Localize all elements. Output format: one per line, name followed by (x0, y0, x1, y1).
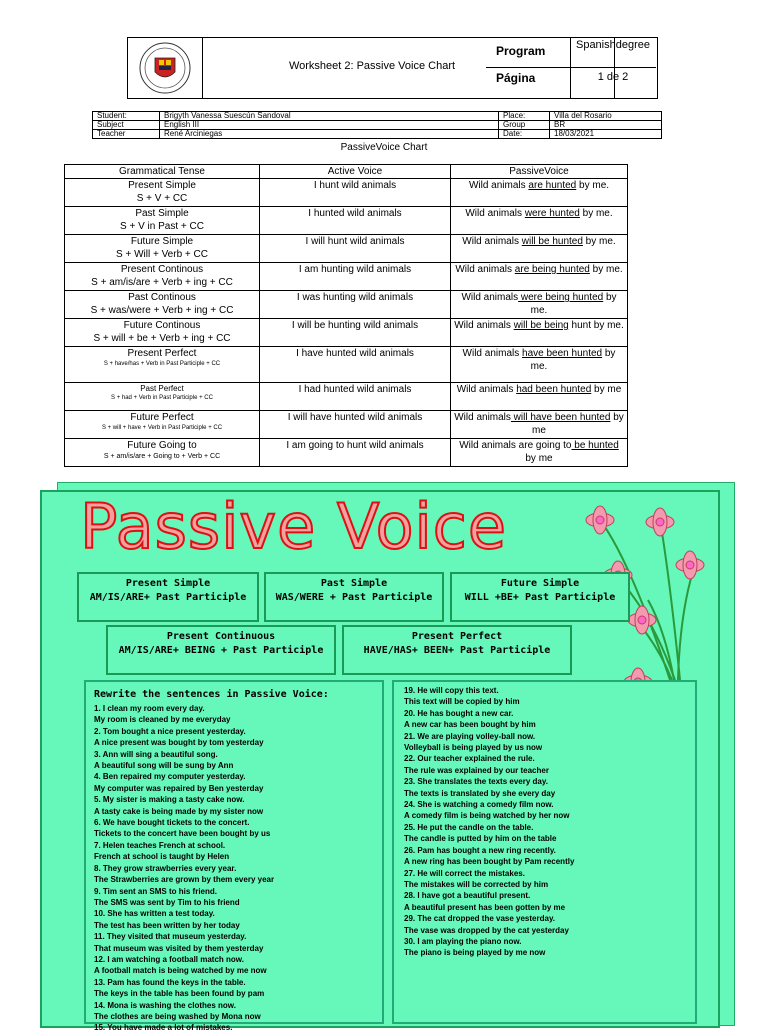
page-value: 1 de 2 (597, 71, 629, 83)
exercise-sentence: 21. We are playing volley-ball now. (404, 731, 536, 741)
subject-value: English III (160, 121, 499, 130)
exercise-sentence: 23. She translates the texts every day. (404, 777, 548, 787)
tense-row (65, 179, 628, 207)
exercise-sentence: 25. He put the candle on the table. (404, 822, 534, 832)
passive-cell: Wild animals have been hunted by me. (451, 347, 628, 383)
active-cell: I hunt wild animals (260, 179, 451, 207)
tense-row (65, 291, 628, 319)
exercise-sentence: 20. He has bought a new car. (404, 708, 514, 718)
place-value: Villa del Rosario (550, 112, 662, 121)
tense-row (65, 263, 628, 291)
exercise-sentence: 30. I am playing the piano now. (404, 936, 522, 946)
exercise-sentence: 12. I am watching a football match now. (94, 954, 244, 964)
teacher-value: René Arciniegas (160, 130, 499, 139)
tense-name: Future Perfect (130, 412, 194, 423)
passive-verb: are hunted (528, 180, 577, 191)
passive-verb: be hunted (571, 440, 619, 451)
exercise-answer: The test has been written by her today (94, 920, 240, 930)
passive-verb: were hunted (524, 208, 580, 219)
passive-verb: have been hunted (522, 348, 603, 359)
passive-verb: will be hunted (521, 236, 583, 247)
tense-formula: S + have/has + Verb in Past Participle + CC (103, 361, 221, 367)
active-cell: I will have hunted wild animals (260, 411, 451, 439)
exercise-answer: The candle is putted by him on the table (404, 834, 557, 844)
active-cell: I am going to hunt wild animals (260, 439, 451, 467)
exercise-sentence: 6. We have bought tickets to the concert. (94, 818, 250, 828)
rule-present-perfect: Present Perfect HAVE/HAS+ BEEN+ Past Participle (342, 625, 572, 675)
exercise-sentence: 9. Tim sent an SMS to his friend. (94, 886, 217, 896)
active-cell: I hunted wild animals (260, 207, 451, 235)
tense-formula: S + was/were + Verb + ing + CC (90, 305, 234, 316)
subject-label: Subject (93, 121, 160, 130)
tense-cell (65, 179, 260, 207)
exercise-answer: A beautiful present has been gotten by me (404, 902, 566, 912)
exercise-sentence: 26. Pam has bought a new ring recently. (404, 845, 556, 855)
exercise-sentence: 19. He will copy this text. (404, 686, 499, 695)
tense-cell (65, 439, 260, 467)
tense-formula: S + V + CC (136, 193, 188, 204)
tense-name: Present Continous (120, 264, 204, 275)
passive-cell: Wild animals are hunted by me. (451, 179, 628, 207)
exercise-sentence: 8. They grow strawberries every year. (94, 863, 237, 873)
university-seal (128, 38, 203, 98)
program-value: Spanishdegree (575, 39, 650, 51)
tense-name: Future Continous (123, 320, 201, 331)
tense-name: Future Going to (127, 440, 197, 451)
seal-logo-icon (128, 38, 202, 98)
exercise-answer: That museum was visited by them yesterday (94, 943, 264, 953)
exercise-answer: The Strawberries are grown by them every year (94, 875, 275, 885)
header-active: Active Voice (260, 165, 451, 179)
exercise-answer: My computer was repaired by Ben yesterday (94, 783, 264, 793)
tense-row (65, 383, 628, 411)
exercise-answer: Tickets to the concert have been bought by us (94, 829, 271, 839)
tense-row (65, 207, 628, 235)
passive-verb: will have been hunted (510, 412, 611, 423)
header-passive: PassiveVoice (451, 165, 628, 179)
group-value: BR (550, 121, 662, 130)
passive-cell: Wild animals are being hunted by me. (451, 263, 628, 291)
passive-cell: Wild animals were hunted by me. (451, 207, 628, 235)
rule-past-simple: Past Simple WAS/WERE + Past Participle (264, 572, 444, 622)
exercise-answer: This text will be copied by him (404, 697, 520, 707)
exercise-answer: A new car has been bought by him (404, 720, 536, 730)
active-cell: I will be hunting wild animals (260, 319, 451, 347)
exercise-answer: The clothes are being washed by Mona now (94, 1011, 261, 1021)
exercise-answer: A football match is being watched by me now (94, 966, 267, 976)
active-cell: I have hunted wild animals (260, 347, 451, 383)
exercise-sentence: 3. Ann will sing a beautiful song. (94, 749, 218, 759)
tense-formula: S + am/is/are + Going to + Verb + CC (103, 453, 221, 460)
tense-cell (65, 411, 260, 439)
tense-formula: S + had + Verb in Past Participle + CC (111, 395, 213, 401)
tense-name: Present Simple (128, 180, 196, 191)
exercise-answer: French at school is taught by Helen (94, 852, 230, 862)
exercise-answer: Volleyball is being played by us now (404, 743, 543, 753)
tense-name: Past Continous (128, 292, 196, 303)
exercise-sentence: 27. He will correct the mistakes. (404, 868, 525, 878)
tense-formula: S + V in Past + CC (120, 221, 204, 232)
exercise-sentence: 7. Helen teaches French at school. (94, 840, 226, 850)
tense-cell (65, 347, 260, 383)
exercise-sentence: 5. My sister is making a tasty cake now. (94, 795, 245, 805)
exercise-answer: The keys in the table has been found by pam (94, 989, 265, 999)
student-value: Brigyth Vanessa Suescún Sandoval (160, 112, 499, 121)
exercise-answer: The SMS was sent by Tim to his friend (94, 897, 240, 907)
passive-cell: Wild animals will be hunted by me. (451, 235, 628, 263)
teacher-label: Teacher (93, 130, 160, 139)
tense-cell (65, 383, 260, 411)
exercise-answer: A new ring has been bought by Pam recently (404, 857, 575, 867)
passive-cell: Wild animals were being hunted by me. (451, 291, 628, 319)
tense-name: Past Perfect (140, 384, 184, 393)
tense-name: Present Perfect (127, 348, 197, 359)
exercise-sentence: 24. She is watching a comedy film now. (404, 800, 554, 810)
header-tense: Grammatical Tense (65, 165, 260, 179)
passive-verb: are being hunted (514, 264, 590, 275)
tense-row (65, 439, 628, 467)
exercise-sentence: 11. They visited that museum yesterday. (94, 932, 247, 942)
exercise-sentence: 29. The cat dropped the vase yesterday. (404, 914, 556, 924)
page-label: Página (496, 71, 536, 85)
tense-row (65, 347, 628, 383)
tense-row (65, 235, 628, 263)
exercise-answer: A comedy film is being watched by her now (404, 811, 570, 821)
student-label: Student: (93, 112, 160, 121)
tense-formula: S + am/is/are + Verb + ing + CC (91, 277, 233, 288)
passive-cell: Wild animals are going to be hunted by me (451, 439, 628, 467)
active-cell: I will hunt wild animals (260, 235, 451, 263)
exercise-sentence: 4. Ben repaired my computer yesterday. (94, 772, 246, 782)
exercise-heading: Rewrite the sentences in Passive Voice: (94, 689, 329, 700)
tense-formula: S + will + be + Verb + ing + CC (93, 333, 231, 344)
poster-title: Passive Voice (80, 490, 507, 563)
program-label: Program (496, 44, 546, 58)
exercise-sentence: 15. You have made a lot of mistakes. (94, 1023, 233, 1033)
exercise-answer: The mistakes will be corrected by him (404, 879, 549, 889)
rule-present-simple: Present Simple AM/IS/ARE+ Past Participle (77, 572, 259, 622)
tense-name: Future Simple (130, 236, 194, 247)
exercise-sentence: 28. I have got a beautiful present. (404, 891, 531, 901)
exercise-answer: My room is cleaned by me everyday (94, 715, 231, 725)
tense-cell (65, 291, 260, 319)
passive-cell: Wild animals will be being hunt by me. (451, 319, 628, 347)
tense-cell (65, 235, 260, 263)
group-label: Group (499, 121, 550, 130)
worksheet-title: Worksheet 2: Passive Voice Chart (288, 60, 456, 72)
passive-cell: Wild animals had been hunted by me (451, 383, 628, 411)
tense-cell (65, 319, 260, 347)
passive-verb: were being hunted (518, 292, 604, 303)
rule-future-simple: Future Simple WILL +BE+ Past Participle (450, 572, 630, 622)
exercise-right-panel (392, 680, 697, 1024)
student-info-table (92, 111, 662, 139)
exercise-sentence: 1. I clean my room every day. (94, 704, 205, 713)
exercise-sentence: 13. Pam has found the keys in the table. (94, 977, 246, 987)
date-label: Date: (499, 130, 550, 139)
exercise-answer: A beautiful song will be sung by Ann (94, 761, 234, 771)
active-cell: I was hunting wild animals (260, 291, 451, 319)
passive-verb: will be being (513, 320, 569, 331)
chart-title: PassiveVoice Chart (340, 142, 428, 153)
exercise-answer: The rule was explained by our teacher (404, 765, 549, 775)
exercise-answer: A nice present was bought by tom yesterday (94, 738, 264, 748)
passive-cell: Wild animals will have been hunted by me (451, 411, 628, 439)
date-value: 18/03/2021 (550, 130, 662, 139)
exercise-sentence: 14. Mona is washing the clothes now. (94, 1000, 236, 1010)
tense-cell (65, 207, 260, 235)
tense-cell (65, 263, 260, 291)
tense-formula: S + Will + Verb + CC (116, 249, 208, 260)
tense-name: Past Simple (135, 208, 189, 219)
exercise-sentence: 10. She has written a test today. (94, 909, 215, 919)
exercise-sentence: 2. Tom bought a nice present yesterday. (94, 726, 246, 736)
exercise-answer: The texts is translated by she every day (404, 788, 556, 798)
tense-row (65, 319, 628, 347)
active-cell: I had hunted wild animals (260, 383, 451, 411)
active-cell: I am hunting wild animals (260, 263, 451, 291)
place-label: Place: (499, 112, 550, 121)
tense-row (65, 411, 628, 439)
exercise-answer: The vase was dropped by the cat yesterday (404, 925, 569, 935)
exercise-left-panel (84, 680, 384, 1033)
exercise-answer: A tasty cake is being made by my sister now (94, 806, 264, 816)
tense-formula: S + will + have + Verb in Past Participle + CC (101, 425, 223, 431)
document-header (127, 37, 658, 99)
exercise-answer: The piano is being played by me now (404, 948, 546, 958)
rule-present-continuous: Present Continuous AM/IS/ARE+ BEING + Past Participle (106, 625, 336, 675)
passive-verb: had been hunted (516, 384, 592, 395)
exercise-sentence: 22. Our teacher explained the rule. (404, 754, 535, 764)
passive-voice-table (64, 164, 628, 467)
